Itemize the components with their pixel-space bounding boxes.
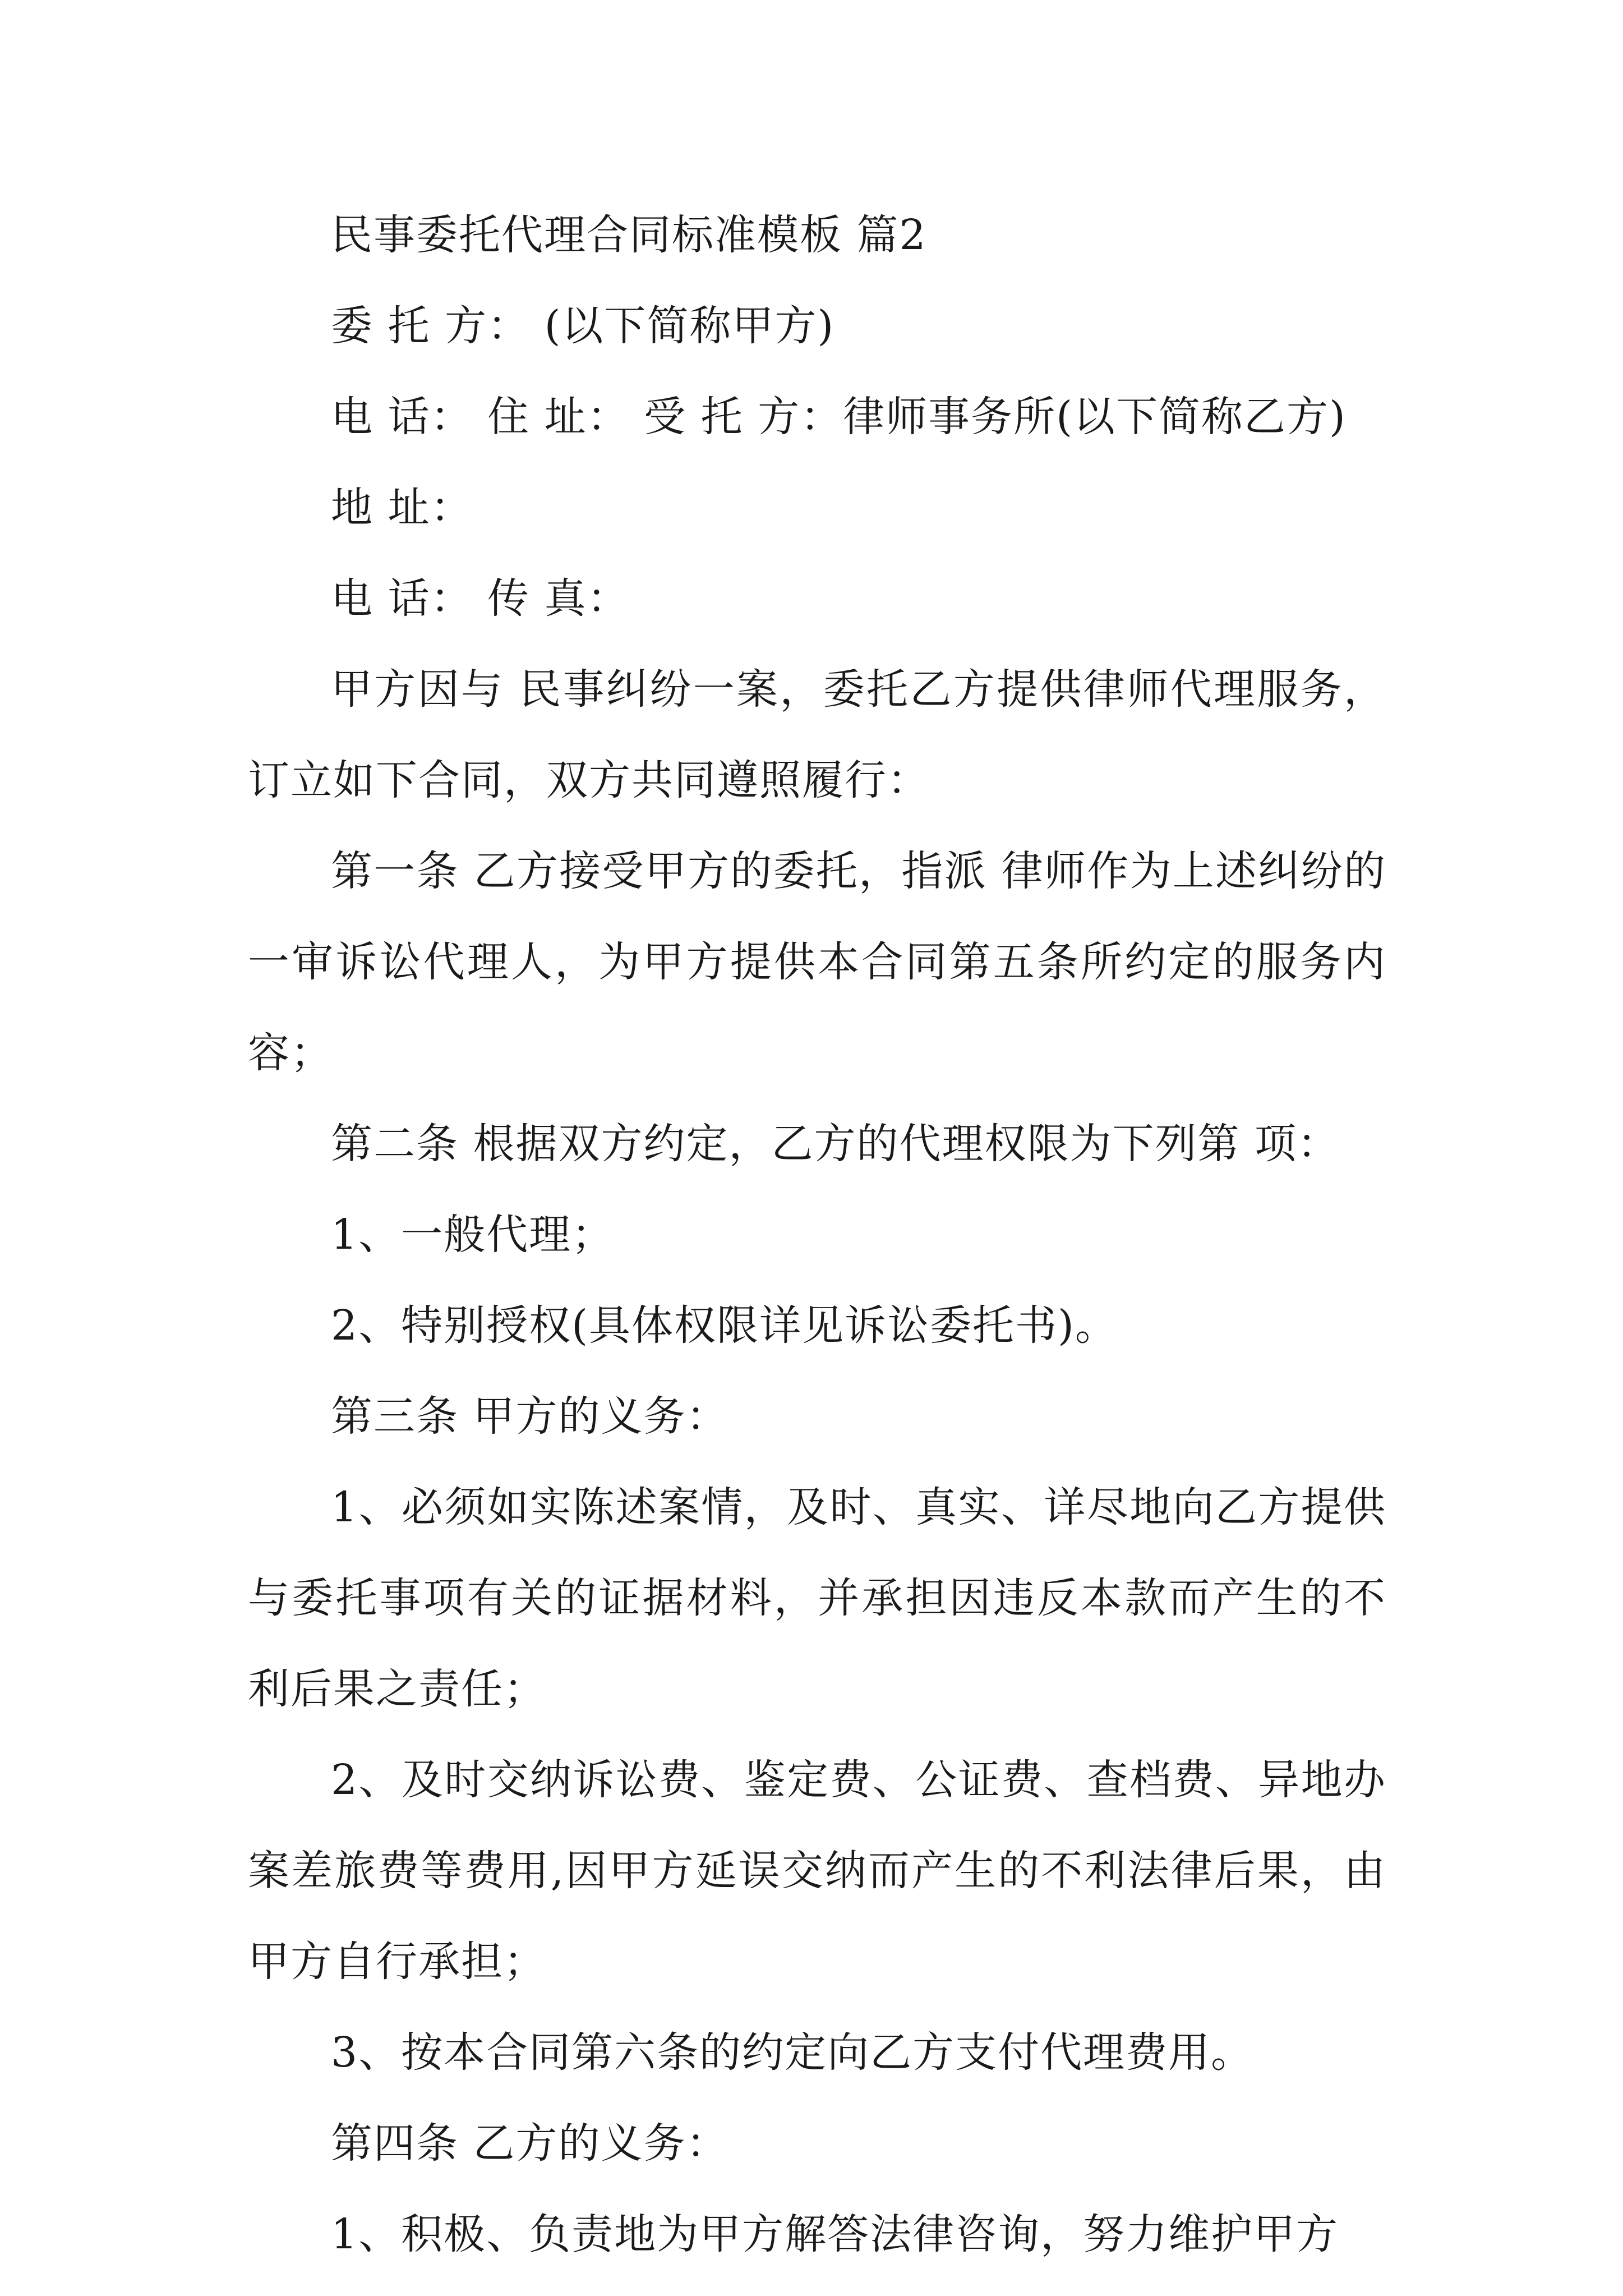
document-title: 民事委托代理合同标准模板 篇2	[331, 211, 927, 259]
paragraph: 电 话： 传 真：	[331, 574, 630, 623]
paragraph: 第一条 乙方接受甲方的委托，指派 律师作为上述纠纷的一审诉讼代理人，为甲方提供本合同第五条所约定的服务内容；	[248, 847, 1386, 1077]
paragraph: 第二条 根据双方约定，乙方的代理权限为下列第 项：	[331, 1120, 1340, 1168]
document-body	[248, 190, 1386, 2280]
paragraph: 3、按本合同第六条的约定向乙方支付代理费用。	[331, 2028, 1254, 2077]
paragraph: 第四条 乙方的义务：	[331, 2119, 729, 2168]
paragraph: 第三条 甲方的义务：	[331, 1392, 729, 1441]
paragraph: 2、及时交纳诉讼费、鉴定费、公证费、查档费、异地办案差旅费等费用,因甲方延误交纳而产生的不利法律后果，由甲方自行承担；	[248, 1756, 1386, 1986]
paragraph: 2、特别授权(具体权限详见诉讼委托书)。	[331, 1301, 1118, 1350]
paragraph: 1、积极、负责地为甲方解答法律咨询，努力维护甲方	[331, 2210, 1339, 2258]
paragraph: 1、必须如实陈述案情，及时、真实、详尽地向乙方提供与委托事项有关的证据材料，并承担因违反本款而产生的不利后果之责任；	[248, 1483, 1386, 1713]
paragraph: 甲方因与 民事纠纷一案，委托乙方提供律师代理服务，订立如下合同，双方共同遵照履行：	[248, 665, 1386, 804]
paragraph: 地 址：	[331, 484, 473, 532]
paragraph: 电 话： 住 址： 受 托 方：律师事务所(以下简称乙方)	[331, 393, 1347, 441]
paragraph: 1、一般代理；	[331, 1211, 615, 1259]
paragraph: 委 托 方： (以下简称甲方)	[331, 302, 835, 350]
